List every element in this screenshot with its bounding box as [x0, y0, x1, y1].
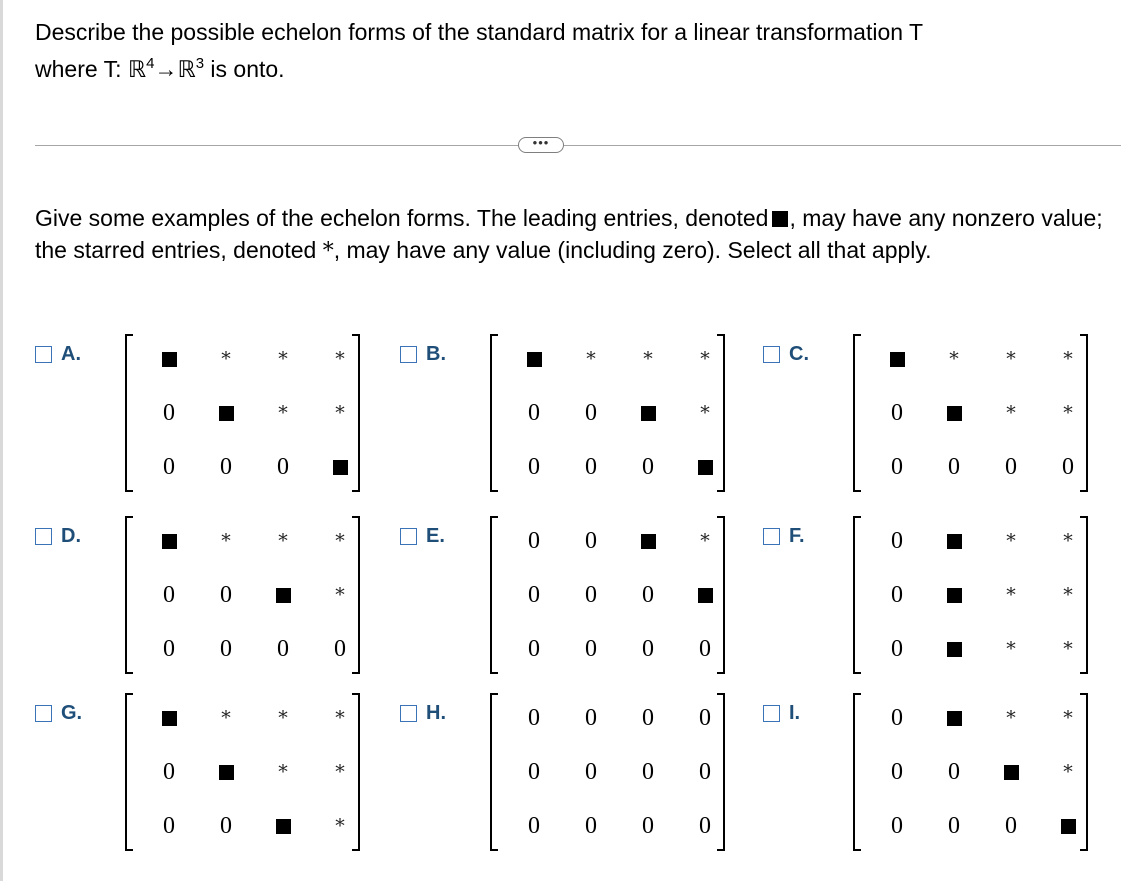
instructions-part-3: , may have any value (including zero). Select all that apply. [333, 237, 932, 263]
option-b-checkbox[interactable] [400, 346, 417, 363]
matrix-zero-entry: 0 [585, 453, 597, 480]
matrix-zero-entry: 0 [585, 581, 597, 608]
matrix-zero-entry: 0 [642, 704, 654, 731]
option-h-checkbox[interactable] [400, 705, 417, 722]
matrix-star-entry: * [278, 761, 288, 783]
matrix-left-bracket [125, 693, 133, 851]
matrix-zero-entry: 0 [220, 635, 232, 662]
option-e-label[interactable]: E. [426, 525, 445, 547]
matrix-left-bracket [853, 693, 861, 851]
matrix-zero-entry: 0 [585, 399, 597, 426]
question-suffix: is onto. [204, 56, 285, 82]
leading-entry-square-icon [934, 696, 974, 740]
option-i-checkbox[interactable] [763, 705, 780, 722]
matrix-zero-entry: 0 [1062, 453, 1074, 480]
matrix-zero-entry: 0 [642, 581, 654, 608]
option-g-checkbox[interactable] [35, 705, 52, 722]
matrix-left-bracket [490, 693, 498, 851]
matrix-zero-entry: 0 [163, 581, 175, 608]
matrix-star-entry: * [221, 707, 231, 729]
matrix-zero-entry: 0 [277, 635, 289, 662]
expand-more-button[interactable]: ••• [518, 137, 564, 153]
matrix-left-bracket [125, 516, 133, 674]
matrix-zero-entry: 0 [642, 758, 654, 785]
leading-entry-square-icon [206, 391, 246, 435]
option-d-checkbox[interactable] [35, 528, 52, 545]
matrix-zero-entry: 0 [891, 399, 903, 426]
matrix-zero-entry: 0 [163, 758, 175, 785]
matrix-zero-entry: 0 [891, 704, 903, 731]
matrix-left-bracket [125, 334, 133, 492]
leading-entry-square-icon [149, 696, 189, 740]
matrix-star-entry: * [1006, 530, 1016, 552]
matrix-star-entry: * [278, 348, 288, 370]
matrix-zero-entry: 0 [699, 635, 711, 662]
option-c-matrix [853, 334, 1088, 492]
matrix-star-entry: * [335, 584, 345, 606]
question-line-1: Describe the possible echelon forms of the standard matrix for a linear transformation T [35, 19, 924, 45]
matrix-zero-entry: 0 [528, 704, 540, 731]
option-f-label[interactable]: F. [789, 525, 805, 547]
option-b-matrix [490, 334, 725, 492]
matrix-zero-entry: 0 [948, 758, 960, 785]
matrix-zero-entry: 0 [1005, 453, 1017, 480]
matrix-zero-entry: 0 [642, 635, 654, 662]
option-c-checkbox[interactable] [763, 346, 780, 363]
section-divider [35, 145, 1121, 146]
leading-entry-square-icon [149, 519, 189, 563]
matrix-zero-entry: 0 [220, 453, 232, 480]
matrix-star-entry: * [278, 707, 288, 729]
matrix-star-entry: * [1063, 402, 1073, 424]
option-a-checkbox[interactable] [35, 346, 52, 363]
matrix-star-entry: * [1063, 761, 1073, 783]
matrix-zero-entry: 0 [163, 399, 175, 426]
matrix-star-entry: * [335, 402, 345, 424]
matrix-star-entry: * [1006, 584, 1016, 606]
leading-entry-square-icon [628, 519, 668, 563]
matrix-zero-entry: 0 [1005, 812, 1017, 839]
matrix-star-entry: * [1063, 530, 1073, 552]
matrix-zero-entry: 0 [528, 527, 540, 554]
matrix-zero-entry: 0 [528, 399, 540, 426]
matrix-zero-entry: 0 [163, 812, 175, 839]
matrix-star-entry: * [221, 348, 231, 370]
option-d-matrix [125, 516, 360, 674]
matrix-star-entry: * [1006, 707, 1016, 729]
left-border [0, 0, 3, 881]
matrix-zero-entry: 0 [220, 812, 232, 839]
matrix-star-entry: * [1063, 584, 1073, 606]
domain-exponent: 4 [146, 55, 155, 72]
matrix-star-entry: * [278, 402, 288, 424]
matrix-star-entry: * [1006, 348, 1016, 370]
matrix-zero-entry: 0 [528, 453, 540, 480]
matrix-zero-entry: 0 [585, 704, 597, 731]
leading-entry-square-icon [772, 211, 788, 227]
matrix-zero-entry: 0 [334, 635, 346, 662]
matrix-zero-entry: 0 [891, 527, 903, 554]
matrix-zero-entry: 0 [891, 758, 903, 785]
instructions-part-1: Give some examples of the echelon forms. The leading entries, denoted [35, 205, 769, 231]
matrix-star-entry: * [700, 348, 710, 370]
matrix-zero-entry: 0 [642, 453, 654, 480]
matrix-zero-entry: 0 [528, 635, 540, 662]
leading-entry-square-icon [685, 445, 725, 489]
option-d-label[interactable]: D. [61, 525, 81, 547]
matrix-zero-entry: 0 [528, 812, 540, 839]
option-c-label[interactable]: C. [789, 343, 809, 365]
matrix-zero-entry: 0 [585, 635, 597, 662]
instructions-part-2: , may have any nonzero value; the starred entries, denoted [35, 205, 1103, 263]
matrix-zero-entry: 0 [891, 812, 903, 839]
matrix-star-entry: * [278, 530, 288, 552]
matrix-zero-entry: 0 [585, 758, 597, 785]
option-a-matrix [125, 334, 360, 492]
option-i-matrix [853, 693, 1088, 851]
matrix-zero-entry: 0 [585, 527, 597, 554]
leading-entry-square-icon [877, 337, 917, 381]
leading-entry-square-icon [263, 804, 303, 848]
leading-entry-square-icon [934, 573, 974, 617]
leading-entry-square-icon [934, 627, 974, 671]
matrix-zero-entry: 0 [163, 453, 175, 480]
leading-entry-square-icon [514, 337, 554, 381]
matrix-zero-entry: 0 [891, 635, 903, 662]
matrix-star-entry: * [643, 348, 653, 370]
leading-entry-square-icon [149, 337, 189, 381]
option-b-label[interactable]: B. [426, 343, 446, 365]
question-domain: where T: ℝ [35, 56, 147, 82]
option-g-label[interactable]: G. [61, 702, 83, 724]
matrix-zero-entry: 0 [642, 812, 654, 839]
leading-entry-square-icon [934, 391, 974, 435]
matrix-zero-entry: 0 [699, 812, 711, 839]
matrix-zero-entry: 0 [699, 704, 711, 731]
matrix-star-entry: * [949, 348, 959, 370]
leading-entry-square-icon [1048, 804, 1088, 848]
leading-entry-square-icon [685, 573, 725, 617]
codomain-exponent: 3 [195, 55, 205, 72]
matrix-star-entry: * [586, 348, 596, 370]
matrix-left-bracket [853, 516, 861, 674]
matrix-star-entry: * [700, 402, 710, 424]
option-h-matrix [490, 693, 725, 851]
matrix-star-entry: * [335, 348, 345, 370]
matrix-zero-entry: 0 [277, 453, 289, 480]
option-a-label[interactable]: A. [61, 343, 81, 365]
matrix-star-entry: * [1063, 707, 1073, 729]
matrix-zero-entry: 0 [699, 758, 711, 785]
matrix-star-entry: * [1006, 638, 1016, 660]
leading-entry-square-icon [206, 750, 246, 794]
leading-entry-square-icon [934, 519, 974, 563]
matrix-star-entry: * [1006, 402, 1016, 424]
question-line-2 [35, 51, 923, 88]
question-text [35, 14, 923, 88]
option-h-label[interactable]: H. [426, 702, 446, 724]
leading-entry-square-icon [628, 391, 668, 435]
leading-entry-square-icon [263, 573, 303, 617]
matrix-zero-entry: 0 [163, 635, 175, 662]
question-arrow: →ℝ [154, 56, 196, 82]
matrix-zero-entry: 0 [891, 453, 903, 480]
matrix-left-bracket [490, 334, 498, 492]
option-f-matrix [853, 516, 1088, 674]
matrix-zero-entry: 0 [891, 581, 903, 608]
star-entry-symbol: * [322, 239, 334, 264]
matrix-left-bracket [853, 334, 861, 492]
option-e-matrix [490, 516, 725, 674]
leading-entry-square-icon [320, 445, 360, 489]
matrix-star-entry: * [700, 530, 710, 552]
matrix-zero-entry: 0 [528, 581, 540, 608]
option-g-matrix [125, 693, 360, 851]
matrix-star-entry: * [335, 530, 345, 552]
option-f-checkbox[interactable] [763, 528, 780, 545]
matrix-zero-entry: 0 [948, 453, 960, 480]
leading-entry-square-icon [991, 750, 1031, 794]
matrix-zero-entry: 0 [585, 812, 597, 839]
matrix-star-entry: * [1063, 638, 1073, 660]
matrix-zero-entry: 0 [220, 581, 232, 608]
instructions-text [35, 202, 1115, 268]
matrix-left-bracket [490, 516, 498, 674]
matrix-zero-entry: 0 [948, 812, 960, 839]
matrix-star-entry: * [335, 761, 345, 783]
matrix-zero-entry: 0 [528, 758, 540, 785]
matrix-star-entry: * [335, 815, 345, 837]
option-e-checkbox[interactable] [400, 528, 417, 545]
matrix-star-entry: * [1063, 348, 1073, 370]
option-i-label[interactable]: I. [789, 702, 801, 724]
matrix-star-entry: * [335, 707, 345, 729]
matrix-star-entry: * [221, 530, 231, 552]
